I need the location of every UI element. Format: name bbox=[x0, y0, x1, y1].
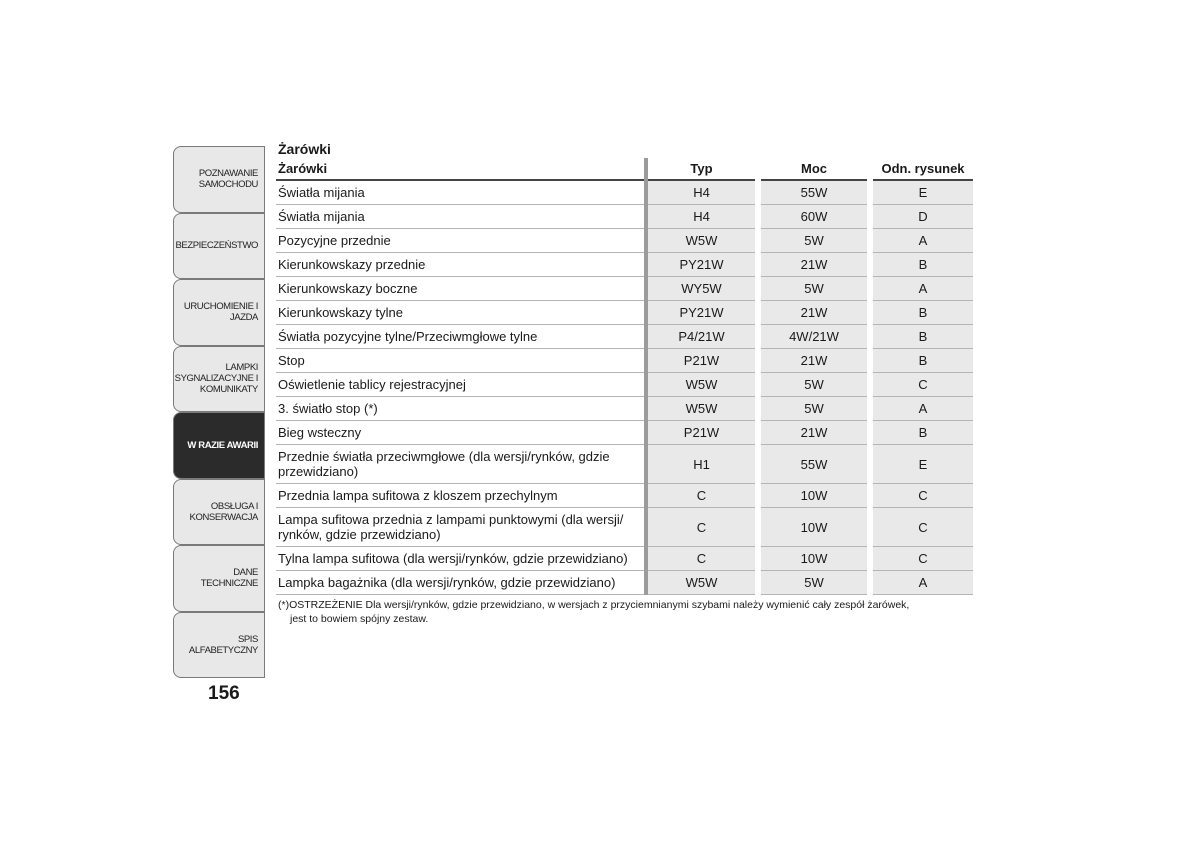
table-row bbox=[276, 277, 976, 301]
cell-figure-ref: E bbox=[870, 445, 976, 484]
cell-bulb: Światła mijania bbox=[276, 205, 646, 229]
cell-power: 5W bbox=[758, 571, 870, 595]
cell-type: C bbox=[646, 547, 758, 571]
cell-power: 60W bbox=[758, 205, 870, 229]
cell-type: H4 bbox=[646, 205, 758, 229]
cell-type: WY5W bbox=[646, 277, 758, 301]
tab-uruchomienie-i-jazda[interactable]: URUCHOMIENIE I JAZDA bbox=[173, 279, 265, 346]
cell-bulb: Kierunkowskazy tylne bbox=[276, 301, 646, 325]
table-row bbox=[276, 205, 976, 229]
footnote-line-2: jest to bowiem spójny zestaw. bbox=[290, 613, 429, 625]
cell-figure-ref: C bbox=[870, 508, 976, 547]
cell-figure-ref: A bbox=[870, 397, 976, 421]
table-row bbox=[276, 547, 976, 571]
cell-type: PY21W bbox=[646, 253, 758, 277]
table-row bbox=[276, 508, 976, 547]
cell-figure-ref: B bbox=[870, 349, 976, 373]
cell-power: 10W bbox=[758, 508, 870, 547]
cell-type: PY21W bbox=[646, 301, 758, 325]
cell-bulb: Tylna lampa sufitowa (dla wersji/rynków, gdzie przewidziano) bbox=[276, 547, 646, 571]
cell-type: W5W bbox=[646, 229, 758, 253]
table-header-row bbox=[276, 158, 976, 180]
tab-dane-techniczne[interactable]: DANE TECHNICZNE bbox=[173, 545, 265, 612]
cell-bulb: Przednie światła przeciwmgłowe (dla wersji/rynków, gdzie przewidziano) bbox=[276, 445, 646, 484]
cell-bulb: Lampka bagażnika (dla wersji/rynków, gdzie przewidziano) bbox=[276, 571, 646, 595]
cell-figure-ref: C bbox=[870, 547, 976, 571]
warning-footnote bbox=[276, 598, 976, 626]
cell-type: C bbox=[646, 508, 758, 547]
cell-bulb: Oświetlenie tablicy rejestracyjnej bbox=[276, 373, 646, 397]
cell-bulb: Kierunkowskazy przednie bbox=[276, 253, 646, 277]
cell-power: 10W bbox=[758, 547, 870, 571]
cell-power: 5W bbox=[758, 373, 870, 397]
cell-type: C bbox=[646, 484, 758, 508]
cell-figure-ref: C bbox=[870, 484, 976, 508]
cell-figure-ref: B bbox=[870, 325, 976, 349]
table-row bbox=[276, 349, 976, 373]
table-row bbox=[276, 301, 976, 325]
table-row bbox=[276, 229, 976, 253]
cell-bulb: Przednia lampa sufitowa z kloszem przechylnym bbox=[276, 484, 646, 508]
cell-power: 21W bbox=[758, 421, 870, 445]
cell-bulb: Bieg wsteczny bbox=[276, 421, 646, 445]
cell-type: P4/21W bbox=[646, 325, 758, 349]
cell-type: H1 bbox=[646, 445, 758, 484]
cell-power: 5W bbox=[758, 277, 870, 301]
cell-figure-ref: B bbox=[870, 253, 976, 277]
cell-type: P21W bbox=[646, 349, 758, 373]
cell-type: W5W bbox=[646, 397, 758, 421]
tab-obsługa-i-konserwacja[interactable]: OBSŁUGA I KONSERWACJA bbox=[173, 479, 265, 546]
cell-power: 21W bbox=[758, 301, 870, 325]
cell-type: H4 bbox=[646, 180, 758, 205]
cell-figure-ref: D bbox=[870, 205, 976, 229]
cell-bulb: Światła mijania bbox=[276, 180, 646, 205]
footnote-line-1: (*)OSTRZEŻENIE Dla wersji/rynków, gdzie przewidziano, w wersjach z przyciemnianymi szybami należy wymienić cały zespół żarówek, bbox=[278, 599, 910, 611]
section-title: Żarówki bbox=[278, 141, 331, 157]
cell-figure-ref: A bbox=[870, 229, 976, 253]
table-row bbox=[276, 325, 976, 349]
cell-bulb: Światła pozycyjne tylne/Przeciwmgłowe tylne bbox=[276, 325, 646, 349]
cell-figure-ref: A bbox=[870, 277, 976, 301]
cell-power: 4W/21W bbox=[758, 325, 870, 349]
cell-power: 10W bbox=[758, 484, 870, 508]
cell-figure-ref: C bbox=[870, 373, 976, 397]
cell-bulb: Stop bbox=[276, 349, 646, 373]
cell-figure-ref: E bbox=[870, 180, 976, 205]
header-type: Typ bbox=[646, 158, 758, 180]
main-content bbox=[276, 141, 976, 626]
tab-spis-alfabetyczny[interactable]: SPIS ALFABETYCZNY bbox=[173, 612, 265, 679]
cell-figure-ref: B bbox=[870, 301, 976, 325]
tab-w-razie-awarii[interactable]: W RAZIE AWARII bbox=[173, 412, 265, 479]
cell-power: 5W bbox=[758, 397, 870, 421]
header-figure-ref: Odn. rysunek bbox=[870, 158, 976, 180]
cell-figure-ref: B bbox=[870, 421, 976, 445]
cell-type: W5W bbox=[646, 571, 758, 595]
cell-figure-ref: A bbox=[870, 571, 976, 595]
table-row bbox=[276, 445, 976, 484]
section-tabs bbox=[173, 146, 265, 678]
table-row bbox=[276, 180, 976, 205]
cell-bulb: Pozycyjne przednie bbox=[276, 229, 646, 253]
header-bulbs: Żarówki bbox=[276, 158, 646, 180]
bulbs-table bbox=[276, 158, 979, 595]
cell-power: 55W bbox=[758, 445, 870, 484]
cell-bulb: 3. światło stop (*) bbox=[276, 397, 646, 421]
tab-bezpieczeństwo[interactable]: BEZPIECZEŃSTWO bbox=[173, 213, 265, 280]
cell-power: 21W bbox=[758, 349, 870, 373]
cell-bulb: Lampa sufitowa przednia z lampami punktowymi (dla wersji/ rynków, gdzie przewidziano) bbox=[276, 508, 646, 547]
cell-power: 21W bbox=[758, 253, 870, 277]
tab-lampki-sygnalizacyjne-i-komunikaty[interactable]: LAMPKI SYGNALIZACYJNE I KOMUNIKATY bbox=[173, 346, 265, 413]
page-number: 156 bbox=[208, 683, 240, 704]
cell-power: 55W bbox=[758, 180, 870, 205]
cell-type: W5W bbox=[646, 373, 758, 397]
table-row bbox=[276, 421, 976, 445]
tab-poznawanie-samochodu[interactable]: POZNAWANIE SAMOCHODU bbox=[173, 146, 265, 213]
table-row bbox=[276, 253, 976, 277]
cell-type: P21W bbox=[646, 421, 758, 445]
table-row bbox=[276, 373, 976, 397]
cell-power: 5W bbox=[758, 229, 870, 253]
header-power: Moc bbox=[758, 158, 870, 180]
table-row bbox=[276, 571, 976, 595]
table-row bbox=[276, 484, 976, 508]
table-row bbox=[276, 397, 976, 421]
cell-bulb: Kierunkowskazy boczne bbox=[276, 277, 646, 301]
